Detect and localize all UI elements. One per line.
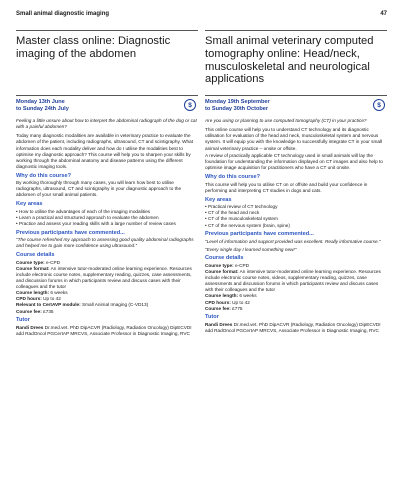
course-format: Course format: An intensive tutor-moderated online learning experience. Resources include electronic course notes, videos, supplementary reading, quizzes, case assessments and discussion forums in which participants review and discuss cases with their colleagues and the tutor — [205, 269, 381, 293]
testimonial-quote: "Level of information and support provided was excellent. Really informative course." — [205, 238, 381, 244]
page-header — [16, 8, 387, 20]
key-areas-heading: Key areas — [16, 201, 43, 208]
course-format: Course format: An intensive tutor-moderated online learning experience. Resources include electronic course notes, supplementary reading, quizzes, case assessments, and discussion forums in which participants review and discuss cases with their colleagues and the tutor — [16, 265, 192, 290]
section-title: Small animal diagnostic imaging — [16, 11, 110, 17]
why-text: By working thoroughly through many cases, you will learn how best to utilise radiographs, ultrasound, CT and scintigraphy in your diagnostic approach to the abdomen of your small animal patients. — [16, 180, 182, 198]
description: Today many diagnostic modalities are available in veterinary practice to evaluate the abdomen of the patient, including radiographs, ultrasound, CT and scintigraphy. What information does each modality deliver and how do I utilise the modalities best to optimise my diagnostic approach? This course will help you to sharpen your skills by working through the abdominal anatomy and disease patterns using the different diagnostic imaging tools. — [16, 133, 194, 169]
course-length: Course length: 6 weeks — [205, 293, 257, 299]
course-title: Master class online: Diagnostic imaging of the abdomen — [16, 30, 198, 75]
tutor-heading: Tutor — [205, 314, 219, 321]
course-dates — [205, 95, 387, 118]
testimonial-quote: "The course refreshed my approach to assessing good quality abdominal radiographs and helped me to gain more confidence using ultrasound." — [16, 237, 194, 249]
course-type: Course type: e-CPD — [16, 259, 61, 265]
comments-heading: Previous participants have commented... — [205, 231, 314, 238]
description-2: A review of practically applicable CT technology used in small animals will lay the foundation for understanding the information displayed on CT images and also help to optimise image acquisition for practitioners who have a CT unit onsite. — [205, 153, 383, 171]
key-areas-list — [16, 209, 198, 227]
course-abdomen — [16, 30, 198, 337]
course-fee: Course fee: £735 — [16, 308, 54, 314]
cpd-hours: CPD hours: Up to 42 — [16, 296, 61, 302]
why-text: This course will help you to utilise CT on or offsite and build your confidence in performing and interpreting CT studies in dogs and cats. — [205, 181, 368, 193]
course-length: Course length: 6 weeks — [16, 290, 68, 296]
list-item: • CT of the nervous system (brain, spine) — [205, 223, 387, 229]
page-number: 47 — [380, 11, 387, 17]
cpd-hours: CPD hours: Up to 42 — [205, 299, 250, 305]
key-areas-list — [205, 204, 387, 228]
date-end: to Sunday 24th July — [16, 106, 69, 112]
details-heading: Course details — [205, 255, 244, 262]
key-areas-heading: Key areas — [205, 196, 232, 203]
details-heading: Course details — [16, 252, 55, 259]
description: This online course will help you to understand CT technology and its diagnostic utilisation for evaluation of the head and neck, musculoskeletal system and nervous system. It will equip you with the knowledge to successfully integrate CT in your small animal veterinary practice – onsite or offsite. — [205, 127, 383, 151]
course-fee: Course fee: £775 — [205, 305, 243, 311]
date-end: to Sunday 30th October — [205, 106, 269, 112]
course-title: Small animal veterinary computed tomography online: Head/neck, musculoskeletal and neurological applications — [205, 30, 387, 75]
testimonial-quote: "Every single day I learned something new!" — [205, 246, 297, 252]
why-heading: Why do this course? — [16, 172, 72, 179]
certavp-module: Relevant to CertAVP module: Small Animal Imaging (C-VD13) — [16, 302, 149, 308]
date-start: Monday 19th September — [205, 99, 270, 105]
why-heading: Why do this course? — [205, 174, 261, 181]
comments-heading: Previous participants have commented... — [16, 229, 125, 236]
list-item: • CT of the head and neck — [205, 210, 387, 216]
course-dates — [16, 95, 198, 118]
list-item: • CT of the musculoskeletal system — [205, 216, 387, 222]
list-item: • Practice and assess your reading skills with a large number of review cases — [16, 221, 198, 227]
intro-text: Feeling a little unsure about how to interpret the abdominal radiograph of the dog or cat with a painful abdomen? — [16, 118, 197, 130]
tutor-info: Randi Drees Dr.med.vet. PhD DipACVR (Radiology, Radiation Oncology) DipECVDI add RadOncol PGCertAP MRCVS, Associate Professor in Diagnostic Imaging, RVC — [205, 322, 381, 334]
course-type: Course type: e-CPD — [205, 263, 250, 268]
online-badge-icon: $ — [373, 99, 385, 111]
list-item: • How to utilise the advantages of each of the imaging modalities — [16, 209, 198, 215]
list-item: • Learn a practical and structured approach to evaluate the abdomen — [16, 215, 198, 221]
tutor-info: Randi Drees Dr.med.vet. PhD DipACVR (Radiology, Radiation Oncology) DipECVDI add RadOncol PGCertAP MRCVS, Associate Professor in Diagnostic Imaging, RVC — [16, 324, 192, 337]
intro-text: Are you using or planning to use computed tomography (CT) in your practice? — [205, 118, 367, 123]
date-start: Monday 13th June — [16, 99, 65, 105]
online-badge-icon: $ — [184, 99, 196, 111]
course-ct — [205, 30, 387, 334]
tutor-heading: Tutor — [16, 317, 30, 324]
list-item: • Practical review of CT technology — [205, 204, 387, 210]
